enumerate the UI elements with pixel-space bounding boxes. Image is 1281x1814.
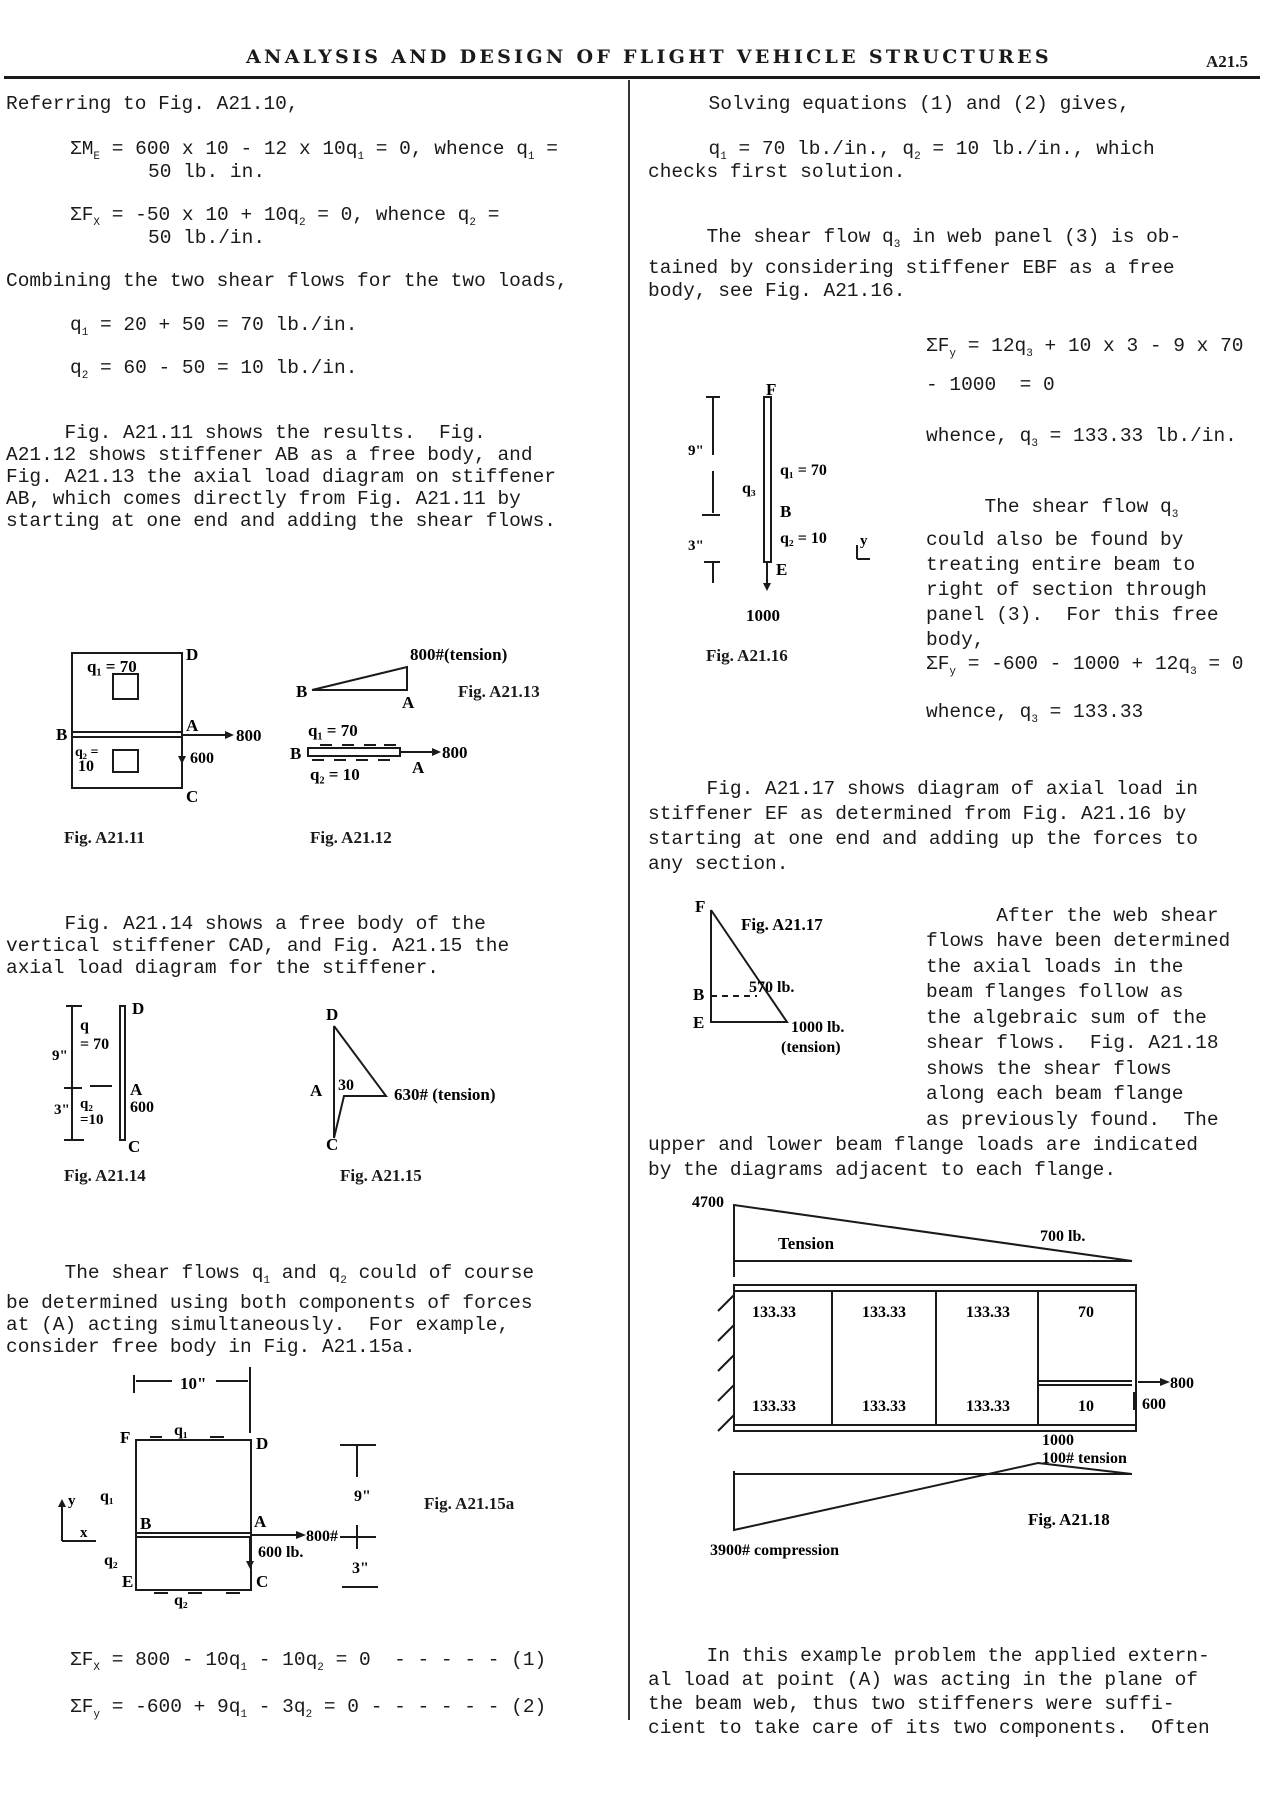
label-d: D xyxy=(132,999,145,1018)
text-line: by the diagrams adjacent to each flange. xyxy=(648,1159,1117,1181)
stiffener-ef xyxy=(764,397,771,562)
text-line: shear flows. Fig. A21.18 xyxy=(926,1032,1219,1054)
label-d: D xyxy=(186,645,199,664)
eq-part: ΣM xyxy=(70,138,94,160)
eq-part: ΣF xyxy=(70,1696,94,1718)
text-line xyxy=(6,1262,534,1292)
bottom-flow-3: 133.33 xyxy=(966,1398,1010,1415)
axial-load-triangle xyxy=(312,667,407,690)
label-800: 800 xyxy=(236,726,262,745)
right-paragraph-1: Solving equations (1) and (2) gives, xyxy=(650,93,1130,115)
page-number: A21.5 xyxy=(1206,52,1249,71)
equation-force-x xyxy=(70,203,499,236)
eq-sub: 1 xyxy=(81,327,89,339)
text-line: could also be found by xyxy=(926,529,1184,551)
text-line: the axial loads in the xyxy=(926,955,1184,978)
label-q2-left: q₂ xyxy=(104,1552,118,1569)
figure-a21-18 xyxy=(680,1185,1280,1570)
figure-a21-14 xyxy=(50,999,210,1156)
label-a: A xyxy=(402,693,415,712)
label-c: C xyxy=(186,787,199,806)
bottom-flow-4: 10 xyxy=(1078,1398,1094,1415)
label-axis-y: y xyxy=(860,533,868,549)
text-line: beam flanges follow as xyxy=(926,981,1184,1003)
eq-part: = 0 - - - - - - (2) xyxy=(312,1696,547,1718)
eq-part: q xyxy=(650,138,721,160)
text-line: the beam web, thus two stiffeners were suffi- xyxy=(648,1693,1175,1715)
text-line: axial load diagram for the stiffener. xyxy=(6,957,439,979)
wall-hatch xyxy=(718,1295,734,1311)
label-c: C xyxy=(128,1137,141,1156)
text-line: shows the shear flows xyxy=(926,1057,1172,1080)
label-load: 630# (tension) xyxy=(394,1085,496,1104)
label-9in: 9" xyxy=(52,1048,68,1064)
column-divider xyxy=(628,80,630,1720)
figure-a21-17 xyxy=(685,897,875,1070)
eq-part: = 10 lb./in., which xyxy=(920,138,1155,160)
caption-fig-a21-15a: Fig. A21.15a xyxy=(424,1494,515,1513)
eq-sub: 2 xyxy=(305,1709,313,1721)
arrowhead xyxy=(246,1561,254,1569)
eq-sub: 1 xyxy=(357,151,365,163)
label-q1: q₁ = 70 xyxy=(308,721,358,740)
text-line: right of section through xyxy=(926,579,1207,601)
label-q1: q₁ = 70 xyxy=(87,657,137,676)
label-b: B xyxy=(296,682,308,701)
eq-part: - 3q xyxy=(247,1696,306,1718)
label-q2: q₂ = 10 xyxy=(310,765,360,784)
eq-part: = 60 - 50 = 10 lb./in. xyxy=(88,357,358,379)
equation-q3-result-2 xyxy=(926,700,1143,733)
left-paragraph-5 xyxy=(6,1240,534,1380)
text-line: cient to take care of its two components. Often xyxy=(648,1717,1210,1739)
label-700: 700 lb. xyxy=(1040,1228,1086,1245)
text-part: The shear flow q xyxy=(926,496,1172,518)
text-line: Fig. A21.11 shows the results. Fig. xyxy=(6,422,486,444)
label-1000: 1000 xyxy=(1042,1432,1074,1449)
running-header-title: ANALYSIS AND DESIGN OF FLIGHT VEHICLE STRUCTURES xyxy=(246,46,1052,68)
eq-part: = -600 - 1000 + 12q xyxy=(956,653,1191,675)
equation-moment-e-continuation: 50 lb. in. xyxy=(148,161,266,183)
label-tension: Tension xyxy=(778,1234,835,1253)
eq-sub: y xyxy=(949,666,957,678)
equation-q3-result xyxy=(926,424,1237,457)
eq-part: = 70 lb./in., q xyxy=(726,138,915,160)
text-line: AB, which comes directly from Fig. A21.11 by xyxy=(6,488,521,510)
label-f: F xyxy=(120,1428,131,1447)
left-paragraph-4 xyxy=(6,891,509,1001)
label-b: B xyxy=(780,502,792,521)
eq-sub: 2 xyxy=(469,217,476,229)
label-d: D xyxy=(326,1005,339,1024)
figure-a21-15a xyxy=(50,1365,570,1609)
arrowhead xyxy=(58,1499,66,1507)
text-line: stiffener EF as determined from Fig. A21.16 by xyxy=(648,803,1187,825)
label-600: 600 lb. xyxy=(258,1544,304,1561)
label-1000: 1000 lb. xyxy=(791,1019,845,1036)
text-line: Fig. A21.13 the axial load diagram on stiffener xyxy=(6,466,556,488)
text-line xyxy=(648,226,1181,257)
text-line: panel (3). For this free xyxy=(926,604,1219,626)
wall-hatch xyxy=(718,1415,734,1431)
equation-fy-continuation: - 1000 = 0 xyxy=(926,374,1055,396)
eq-part: q xyxy=(70,314,82,336)
caption-fig-a21-15: Fig. A21.15 xyxy=(340,1166,422,1185)
eq-sub: y xyxy=(93,1709,101,1721)
arrowhead xyxy=(432,748,441,756)
caption-fig-a21-14: Fig. A21.14 xyxy=(64,1166,146,1185)
text-line: along each beam flange xyxy=(926,1083,1184,1105)
eq-sub: 2 xyxy=(298,217,306,229)
eq-part: = 133.33 xyxy=(1037,701,1144,723)
eq-part: ΣF xyxy=(926,653,950,675)
bottom-flow-2: 133.33 xyxy=(862,1398,906,1415)
label-e: E xyxy=(693,1013,705,1032)
label-q2: q₂ xyxy=(80,1096,93,1112)
label-600: 600 xyxy=(1142,1396,1166,1413)
eq-sub: 2 xyxy=(81,370,89,382)
label-9in: 9" xyxy=(688,443,704,459)
wall-hatch xyxy=(718,1325,734,1341)
text-line: In this example problem the applied extern- xyxy=(648,1645,1210,1667)
top-flow-4: 70 xyxy=(1078,1304,1094,1321)
eq-part: - 10q xyxy=(247,1649,318,1671)
label-q2: q₂ = xyxy=(75,745,99,760)
label-q1: q₁ = 70 xyxy=(780,462,827,479)
label-3in: 3" xyxy=(688,538,704,554)
equation-fy-beam xyxy=(926,652,1243,685)
right-paragraph-6 xyxy=(648,1620,1210,1764)
label-b: B xyxy=(693,985,705,1004)
equation-q1 xyxy=(70,313,357,346)
arrowhead xyxy=(1160,1378,1170,1386)
caption-fig-a21-13: Fig. A21.13 xyxy=(458,682,540,701)
label-load: 800#(tension) xyxy=(410,645,508,664)
shear-element-lower xyxy=(113,750,138,772)
stiffener-cad xyxy=(120,1006,125,1140)
top-flow-2: 133.33 xyxy=(862,1304,906,1321)
header-rule xyxy=(4,76,1260,79)
label-q1-top: q₁ xyxy=(174,1422,188,1439)
eq-part: = 0 xyxy=(1196,653,1244,675)
label-axis-x: x xyxy=(80,1525,88,1541)
label-800: 800 xyxy=(442,743,468,762)
text-line: body, xyxy=(926,629,985,651)
eq-part: = xyxy=(534,138,558,160)
eq-sub: 3 xyxy=(1031,714,1038,726)
text-sub: 1 xyxy=(263,1275,271,1287)
right-paragraph-3 xyxy=(926,470,1219,678)
label-d: D xyxy=(256,1434,269,1453)
label-b: B xyxy=(290,744,302,763)
label-3in: 3" xyxy=(54,1102,70,1118)
caption-fig-a21-16: Fig. A21.16 xyxy=(706,646,788,665)
text-sub: 2 xyxy=(340,1275,347,1287)
left-paragraph-3 xyxy=(6,400,556,554)
caption-fig-a21-18: Fig. A21.18 xyxy=(1028,1510,1110,1529)
eq-sub: X xyxy=(93,217,101,229)
label-3in: 3" xyxy=(352,1560,369,1577)
label-q2: q₂ = 10 xyxy=(780,530,827,547)
text-line: Fig. A21.14 shows a free body of the xyxy=(6,913,486,935)
text-part: and q xyxy=(270,1262,341,1284)
eq-part: = -50 x 10 + 10q xyxy=(100,204,299,226)
eq-part: whence, q xyxy=(926,701,1032,723)
eq-part: = 800 - 10q xyxy=(100,1649,241,1671)
label-f: F xyxy=(695,897,706,916)
equation-solution-continuation: checks first solution. xyxy=(648,161,906,183)
arrowhead xyxy=(225,731,234,739)
eq-sub: 3 xyxy=(1026,348,1033,360)
eq-sub: 1 xyxy=(240,1709,248,1721)
eq-part: q xyxy=(70,357,82,379)
text-line: al load at point (A) was acting in the plane of xyxy=(648,1669,1198,1691)
label-a: A xyxy=(186,716,199,735)
shear-element-upper xyxy=(113,674,138,699)
eq-sub: y xyxy=(949,348,957,360)
label-b: B xyxy=(140,1514,152,1533)
figure-a21-16 xyxy=(680,380,880,635)
figure-a21-11 xyxy=(40,640,300,806)
label-tension: (tension) xyxy=(781,1039,841,1056)
label-a: A xyxy=(412,758,425,777)
caption-fig-a21-12: Fig. A21.12 xyxy=(310,828,392,847)
eq-part: = 600 x 10 - 12 x 10q xyxy=(100,138,358,160)
label-1000: 1000 xyxy=(746,606,780,625)
equation-force-x-continuation: 50 lb./in. xyxy=(148,227,266,249)
text-line: upper and lower beam flange loads are indicated xyxy=(648,1134,1198,1156)
left-paragraph-1: Referring to Fig. A21.10, xyxy=(6,93,299,115)
eq-part: = 0 - - - - - (1) xyxy=(323,1649,547,1671)
label-100-tension: 100# tension xyxy=(1042,1450,1127,1467)
text-part: in web panel (3) is ob- xyxy=(900,226,1182,248)
text-part: The shear flows q xyxy=(6,1262,264,1284)
eq-sub: 1 xyxy=(527,151,535,163)
stiffener-bar xyxy=(308,748,400,756)
eq-part: + 10 x 3 - 9 x 70 xyxy=(1032,335,1244,357)
eq-sub: 2 xyxy=(317,1662,324,1674)
label-30: 30 xyxy=(338,1077,354,1094)
label-b: B xyxy=(56,725,68,744)
label-800: 800# xyxy=(306,1528,338,1545)
text-line: After the web shear xyxy=(926,904,1219,927)
label-e: E xyxy=(776,560,788,579)
text-line: as previously found. The xyxy=(926,1108,1219,1131)
label-q3: q₃ xyxy=(742,480,756,497)
label-a: A xyxy=(130,1080,143,1099)
eq-sub: 2 xyxy=(914,151,921,163)
label-10in: 10" xyxy=(180,1374,207,1393)
text-line: consider free body in Fig. A21.15a. xyxy=(6,1336,416,1358)
text-sub: 3 xyxy=(893,239,901,251)
text-sub: 3 xyxy=(1171,509,1179,521)
text-line: starting at one end and adding up the forces to xyxy=(648,828,1198,850)
eq-sub: X xyxy=(93,1662,101,1674)
label-q2-value: =10 xyxy=(80,1112,104,1128)
label-600: 600 xyxy=(130,1099,154,1116)
label-e: E xyxy=(122,1572,134,1591)
label-3900-compression: 3900# compression xyxy=(710,1542,840,1559)
equation-1 xyxy=(70,1648,546,1681)
eq-sub: E xyxy=(93,151,101,163)
beam-lower-flange xyxy=(734,1425,1136,1431)
label-q1: q xyxy=(80,1017,89,1034)
text-line: the algebraic sum of the xyxy=(926,1006,1207,1029)
eq-part: = 0, whence q xyxy=(364,138,528,160)
label-q1-left: q₁ xyxy=(100,1488,114,1505)
eq-part: = 133.33 lb./in. xyxy=(1037,425,1237,447)
label-570: 570 lb. xyxy=(749,979,795,996)
label-c: C xyxy=(256,1572,269,1591)
eq-part: = xyxy=(476,204,500,226)
caption-fig-a21-11: Fig. A21.11 xyxy=(64,828,145,847)
eq-part: ΣF xyxy=(70,204,94,226)
text-line: at (A) acting simultaneously. For example, xyxy=(6,1314,510,1336)
caption-fig-a21-17: Fig. A21.17 xyxy=(741,915,823,934)
equation-moment-e xyxy=(70,137,558,170)
eq-sub: 1 xyxy=(720,151,727,163)
eq-sub: 3 xyxy=(1031,438,1038,450)
text-line: Fig. A21.17 shows diagram of axial load in xyxy=(648,778,1198,800)
bottom-flow-1: 133.33 xyxy=(752,1398,796,1415)
eq-part: ΣF xyxy=(926,335,950,357)
eq-part: = 0, whence q xyxy=(305,204,470,226)
figure-a21-13 xyxy=(290,640,600,710)
label-800: 800 xyxy=(1170,1375,1194,1392)
label-c: C xyxy=(326,1135,339,1154)
text-line: be determined using both components of forces xyxy=(6,1292,533,1314)
label-q2-value: 10 xyxy=(78,758,94,775)
eq-sub: 3 xyxy=(1190,666,1197,678)
eq-part: = 12q xyxy=(956,335,1027,357)
text-line: flows have been determined xyxy=(926,930,1231,952)
eq-sub: 1 xyxy=(240,1662,248,1674)
panel-fdce xyxy=(136,1440,251,1590)
top-flow-3: 133.33 xyxy=(966,1304,1010,1321)
eq-part: = 20 + 50 = 70 lb./in. xyxy=(88,314,358,336)
label-f: F xyxy=(766,380,777,399)
equation-2 xyxy=(70,1695,546,1728)
wall-hatch xyxy=(718,1355,734,1371)
force-600-marker xyxy=(1133,1392,1137,1410)
text-line: vertical stiffener CAD, and Fig. A21.15 the xyxy=(6,935,510,957)
text-line: any section. xyxy=(648,853,789,875)
text-part: The shear flow q xyxy=(648,226,894,248)
label-9in: 9" xyxy=(354,1488,371,1505)
text-line: treating entire beam to xyxy=(926,554,1196,576)
right-paragraph-2 xyxy=(648,203,1181,326)
text-line xyxy=(926,495,1219,528)
text-line: starting at one end and adding the shear flows. xyxy=(6,510,556,532)
label-axis-y: y xyxy=(68,1493,76,1509)
equation-q2 xyxy=(70,356,357,389)
label-q2-bot: q₂ xyxy=(174,1592,188,1609)
wall-hatch xyxy=(718,1385,734,1401)
eq-part: ΣF xyxy=(70,1649,94,1671)
label-q1-value: = 70 xyxy=(80,1036,110,1053)
label-a: A xyxy=(254,1512,267,1531)
top-flow-1: 133.33 xyxy=(752,1304,796,1321)
text-part: could of course xyxy=(346,1262,535,1284)
arrowhead xyxy=(763,583,771,591)
figure-a21-12 xyxy=(280,715,500,785)
eq-part: whence, q xyxy=(926,425,1032,447)
text-line: tained by considering stiffener EBF as a free xyxy=(648,257,1175,279)
arrowhead xyxy=(296,1531,306,1539)
arrowhead xyxy=(178,756,186,764)
eq-part: = -600 + 9q xyxy=(100,1696,241,1718)
label-4700: 4700 xyxy=(692,1194,724,1211)
text-line: A21.12 shows stiffener AB as a free body, and xyxy=(6,444,533,466)
label-600: 600 xyxy=(190,750,214,767)
text-line: body, see Fig. A21.16. xyxy=(648,280,906,302)
label-a: A xyxy=(310,1081,323,1100)
left-paragraph-2: Combining the two shear flows for the two loads, xyxy=(6,270,568,292)
figure-a21-15 xyxy=(300,1000,530,1154)
equation-fy-stiffener xyxy=(926,334,1243,367)
